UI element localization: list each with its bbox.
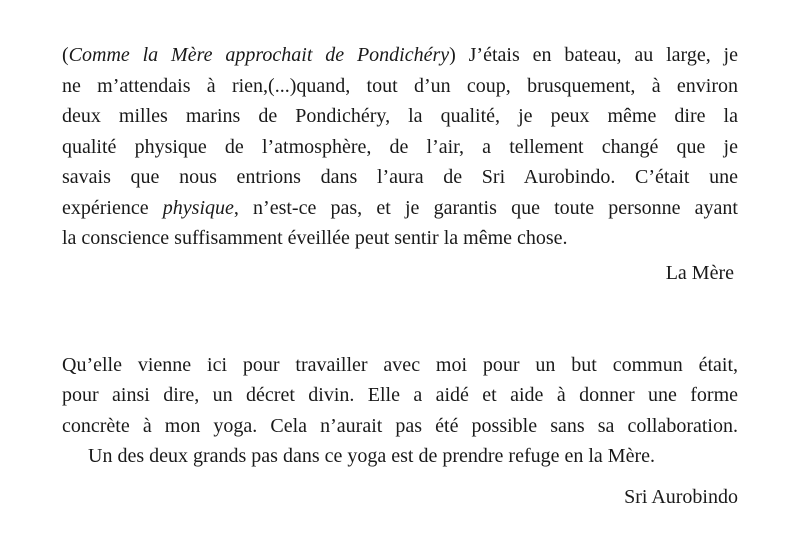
quote-line: ne m’attendais à rien,(...)quand, tout d’un coup, brusquement, à environ: [62, 74, 738, 97]
quote-line: Qu’elle vienne ici pour travailler avec moi pour un but commun était,: [62, 353, 738, 376]
attribution-sri-aurobindo: Sri Aurobindo: [624, 485, 738, 508]
attribution-mere: La Mère: [665, 261, 734, 284]
quote-line: Un des deux grands pas dans ce yoga est de prendre refuge en la Mère.: [88, 445, 656, 467]
quote-line: qualité physique de l’atmosphère, de l’air, a tellement changé que je: [62, 135, 738, 158]
quote-line: concrète à mon yoga. Cela n’aurait pas été possible sans sa collaboration.: [62, 414, 738, 437]
italic-word: physique: [162, 196, 234, 219]
italic-phrase: Comme la Mère approchait de Pondichéry: [68, 44, 450, 66]
quote-line: (Comme la Mère approchait de Pondichéry) J’étais en bateau, au large, je: [62, 44, 738, 66]
quote-sri-aurobindo: [62, 350, 738, 472]
quote-line: savais que nous entrions dans l’aura de Sri Aurobindo. C’était une: [62, 166, 738, 188]
quote-line: la conscience suffisamment éveillée peut sentir la même chose.: [62, 227, 568, 249]
quote-line: expérience physique, n’est-ce pas, et je garantis que toute personne ayant: [62, 196, 738, 219]
quote-line: deux milles marins de Pondichéry, la qualité, je peux même dire la: [62, 105, 738, 127]
quote-mere: [62, 40, 738, 254]
document-page: [62, 40, 738, 512]
quote-line: pour ainsi dire, un décret divin. Elle a aidé et aide à donner une forme: [62, 384, 738, 406]
